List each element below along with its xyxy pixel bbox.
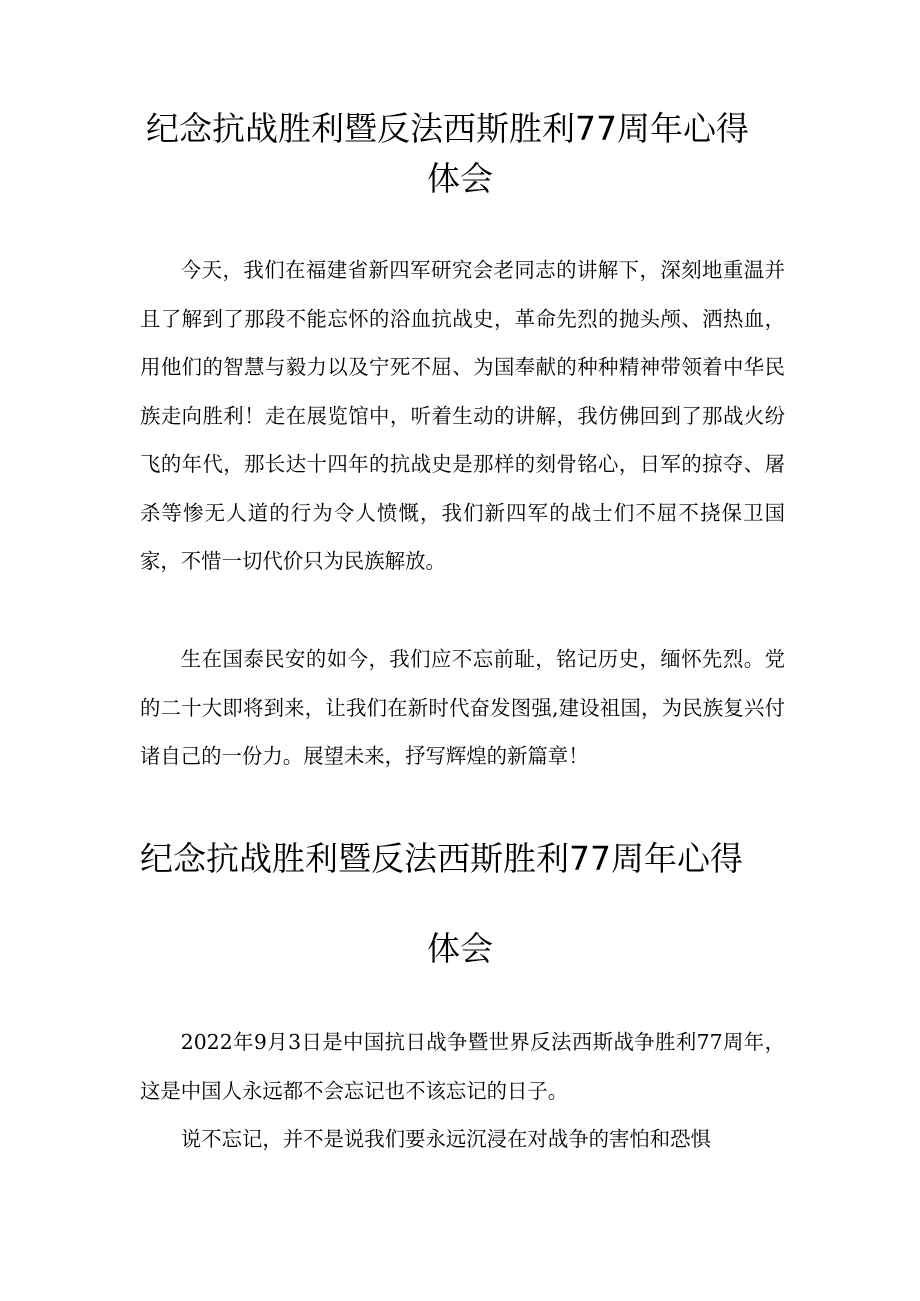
article-1-title-line-2: 体会 — [427, 159, 493, 198]
article-1-title-line-1: 纪念抗战胜利暨反法西斯胜利77周年心得 — [146, 109, 749, 148]
article-2-paragraph-2: 说不忘记，并不是说我们要永远沉浸在对战争的害怕和恐惧 — [180, 1127, 711, 1151]
article-2-title-line-1: 纪念抗战胜利暨反法西斯胜利77周年心得 — [140, 839, 743, 878]
article-1-paragraph-1: 今天，我们在福建省新四军研究会老同志的讲解下，深刻地重温并且了解到了那段不能忘怀的浴血抗战史，革命先烈的抛头颅、洒热血，用他们的智慧与毅力以及宁死不屈、为国奉献的种种精神带领着中华民族走向胜利！走在展览馆中，听着生动的讲解，我仿佛回到了那战火纷飞的年代，那长达十四年的抗战史是那样的刻骨铭心，日军的掠夺、屠杀等惨无人道的行为令人愤慨，我们新四军的战士们不屈不挠保卫国家，不惜一切代价只为民族解放。 — [140, 258, 785, 573]
article-2-paragraph-1: 2022年9月3日是中国抗日战争暨世界反法西斯战争胜利77周年，这是中国人永远都不会忘记也不该忘记的日子。 — [140, 1030, 785, 1103]
article-2-title-line-2: 体会 — [427, 929, 493, 968]
article-1-paragraph-2: 生在国泰民安的如今，我们应不忘前耻，铭记历史，缅怀先烈。党的二十大即将到来，让我们在新时代奋发图强,建设祖国，为民族复兴付诸自己的一份力。展望未来，抒写辉煌的新篇章！ — [140, 647, 785, 768]
